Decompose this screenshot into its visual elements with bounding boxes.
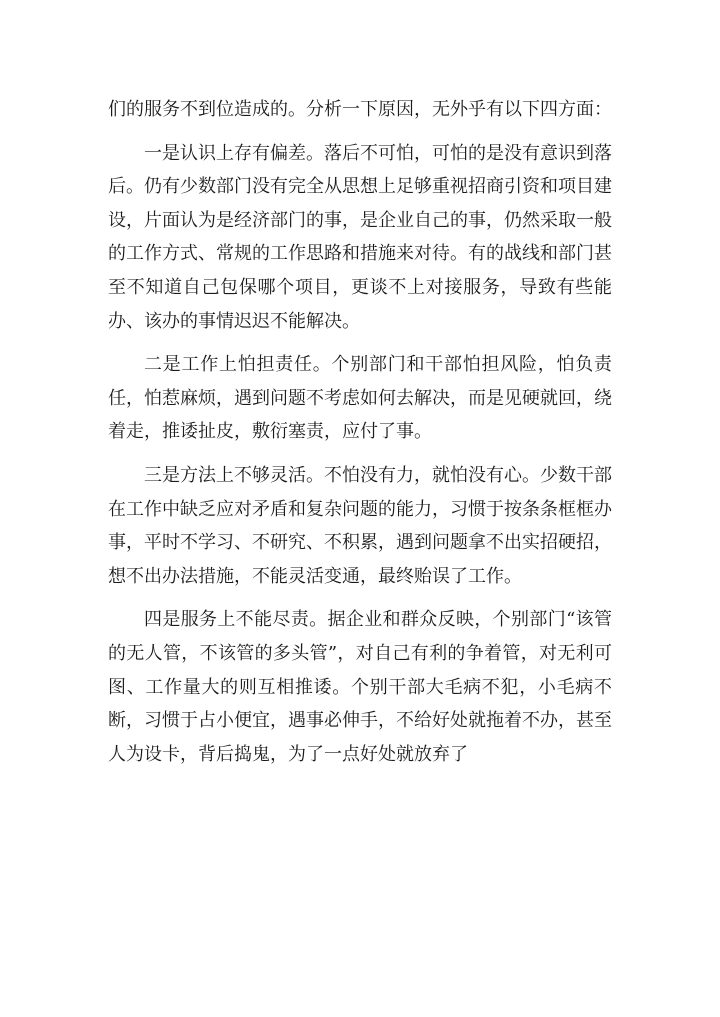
paragraph-point-four: 四是服务上不能尽责。据企业和群众反映，个别部门“该管的无人管，不该管的多头管”，对自己有利的争着管，对无利可图、工作量大的则互相推诿。个别干部大毛病不犯，小毛病不断，习惯于占小便宜，遇事必伸手，不给好处就拖着不办，甚至人为设卡，背后捣鬼，为了一点好处就放弃了 [108,609,612,765]
paragraph-point-three: 三是方法上不够灵活。不怕没有力，就怕没有心。少数干部在工作中缺乏应对矛盾和复杂问题的能力，习惯于按条条框框办事，平时不学习、不研究、不积累，遇到问题拿不出实招硬招，想不出办法措施，不能灵活变通，最终贻误了工作。 [108,464,612,587]
paragraph-point-two: 二是工作上怕担责任。个别部门和干部怕担风险，怕负责任，怕惹麻烦，遇到问题不考虑如何去解决，而是见硬就回，绕着走，推诿扯皮，敷衍塞责，应付了事。 [108,354,612,443]
paragraph-point-one: 一是认识上存有偏差。落后不可怕，可怕的是没有意识到落后。仍有少数部门没有完全从思想上足够重视招商引资和项目建设，片面认为是经济部门的事，是企业自己的事，仍然采取一般的工作方式、常规的工作思路和措施来对待。有的战线和部门甚至不知道自己包保哪个项目，更谈不上对接服务，导致有些能办、该办的事情迟迟不能解决。 [108,142,612,332]
paragraph-continuation: 们的服务不到位造成的。分析一下原因，无外乎有以下四方面： [108,99,612,120]
document-body [108,93,612,771]
